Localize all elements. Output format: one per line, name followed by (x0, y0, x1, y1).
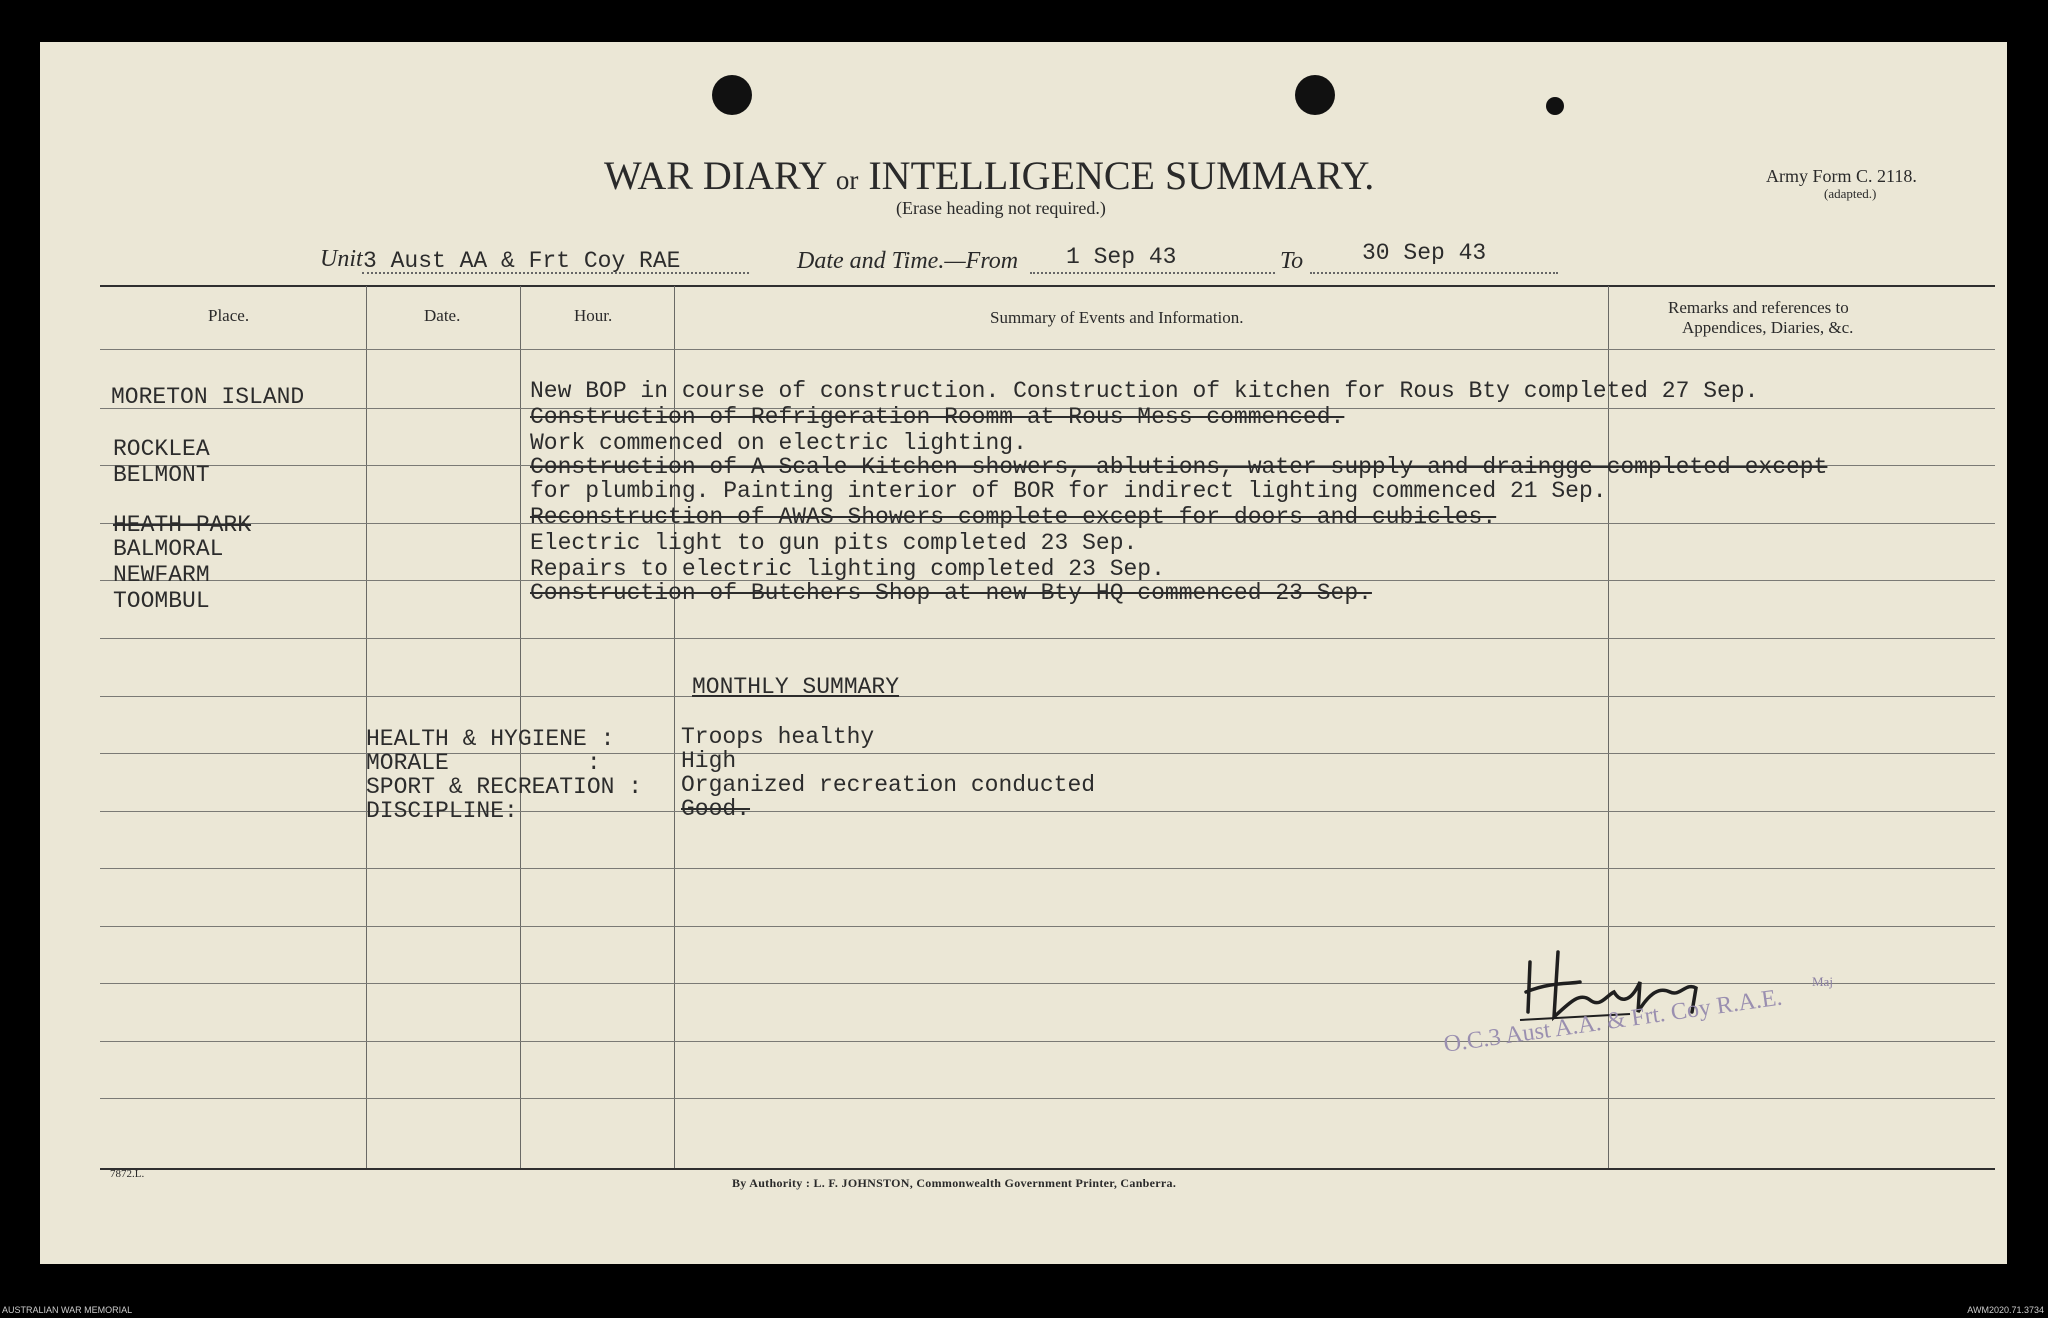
unit-dotted-line (362, 272, 749, 274)
col-header-place: Place. (208, 306, 250, 325)
table-bottom-border (100, 1168, 1995, 1170)
entry-line: Electric light to gun pits completed 23 Sep. (530, 530, 1138, 556)
entry-line: Repairs to electric lighting completed 23 Sep. (530, 556, 1165, 582)
title-or: or (835, 165, 859, 195)
rule-13 (100, 1098, 1995, 1099)
rule-12 (100, 1041, 1995, 1042)
entry-line: Construction of Refrigeration Roomm at Rous Mess commenced. (530, 404, 1345, 430)
form-note: (adapted.) (1824, 186, 1877, 201)
col-header-summary: Summary of Events and Information. (990, 308, 1244, 327)
entry-line: Work commenced on electric lighting. (530, 430, 1027, 456)
summary-label-health: HEALTH & HYGIENE : (366, 726, 615, 752)
summary-label-discipline: DISCIPLINE: (366, 798, 518, 824)
place-moreton-island: MORETON ISLAND (111, 384, 305, 410)
table-top-border (100, 285, 1995, 287)
place-rocklea: ROCKLEA (113, 436, 210, 462)
col-header-date: Date. (424, 306, 461, 325)
to-value: 30 Sep 43 (1362, 240, 1487, 266)
place-heath-park: HEATH PARK (113, 512, 252, 538)
entry-line: Construction of A Scale Kitchen showers, ablutions, water supply and draingge completed except (530, 454, 1828, 480)
from-dotted-line (1030, 272, 1275, 274)
signature-rank: Maj (1812, 974, 1833, 989)
entry-line: for plumbing. Painting interior of BOR for indirect lighting commenced 21 Sep. (530, 478, 1607, 504)
unit-value: 3 Aust AA & Frt Coy RAE (363, 248, 681, 274)
summary-label-morale: MORALE : (366, 750, 601, 776)
printer-authority: By Authority : L. F. JOHNSTON, Commonwealth Government Printer, Canberra. (732, 1176, 1177, 1190)
entry-line: Reconstruction of AWAS Showers complete except for doors and cubicles. (530, 504, 1497, 530)
to-dotted-line (1310, 272, 1558, 274)
form-number: Army Form C. 2118. (1766, 166, 1917, 186)
place-belmont: BELMONT (113, 462, 210, 488)
punch-hole-left (712, 75, 752, 115)
place-balmoral: BALMORAL (113, 536, 224, 562)
title-tail: INTELLIGENCE SUMMARY. (868, 153, 1375, 198)
subtitle: (Erase heading not required.) (896, 198, 1106, 218)
header-rule (100, 349, 1995, 350)
punch-hole-right (1295, 75, 1335, 115)
entry-line: Construction of Butchers Shop at new Bty HQ commenced 23 Sep. (530, 580, 1372, 606)
date-label: Date and Time.—From (797, 248, 1019, 274)
monthly-summary-heading: MONTHLY SUMMARY (692, 674, 900, 700)
form-code: 7872.L. (110, 1168, 145, 1180)
place-toombul: TOOMBUL (113, 588, 210, 614)
to-label: To (1280, 248, 1304, 274)
summary-label-sport: SPORT & RECREATION : (366, 774, 643, 800)
place-newfarm: NEWFARM (113, 562, 210, 588)
page-title (604, 152, 1374, 199)
summary-value-discipline: Good. (681, 796, 751, 822)
entry-line: New BOP in course of construction. Construction of kitchen for Rous Bty completed 27 Sep. (530, 378, 1759, 404)
summary-value-morale: High (681, 748, 737, 774)
document-page (40, 42, 2007, 1264)
rule-6 (100, 696, 1995, 697)
rule-5 (100, 638, 1995, 639)
punch-hole-mark (1546, 97, 1564, 115)
col-header-remarks-2: Appendices, Diaries, &c. (1682, 318, 1854, 337)
unit-label: Unit (320, 246, 363, 272)
archive-label: AUSTRALIAN WAR MEMORIAL (2, 1305, 133, 1315)
summary-value-health: Troops healthy (681, 724, 875, 750)
col-header-hour: Hour. (574, 306, 613, 325)
archive-reference: AWM2020.71.3734 (1967, 1305, 2044, 1315)
title-main: WAR DIARY (604, 153, 826, 198)
from-value: 1 Sep 43 (1066, 244, 1177, 270)
col-header-remarks-1: Remarks and references to (1668, 298, 1849, 317)
rule-10 (100, 926, 1995, 927)
unit-stamp: O.C.3 Aust A.A. & Frt. Coy R.A.E. (1442, 984, 1784, 1058)
rule-9 (100, 868, 1995, 869)
summary-value-sport: Organized recreation conducted (681, 772, 1096, 798)
